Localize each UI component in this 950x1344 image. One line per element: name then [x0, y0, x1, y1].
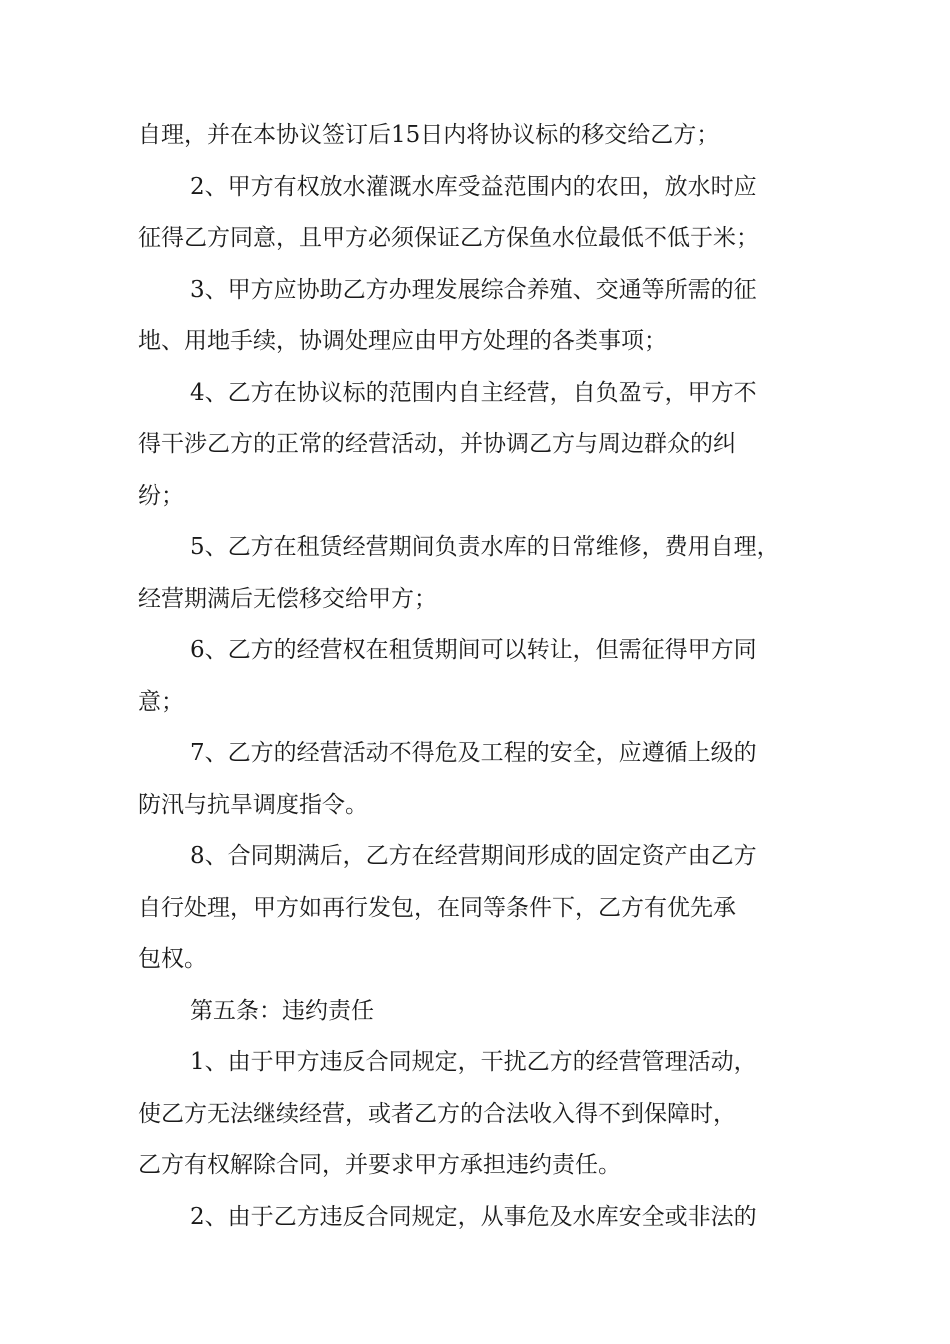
text-line: 得干涉乙方的正常的经营活动，并协调乙方与周边群众的纠 — [138, 431, 736, 457]
text-line: 8、合同期满后，乙方在经营期间形成的固定资产由乙方 — [190, 843, 757, 869]
text-line: 自行处理，甲方如再行发包，在同等条件下，乙方有优先承 — [138, 894, 736, 921]
text-line: 2、甲方有权放水灌溉水库受益范围内的农田，放水时应 — [190, 173, 757, 200]
text-line: 包权。 — [138, 946, 207, 972]
text-line: 6、乙方的经营权在租赁期间可以转让，但需征得甲方同 — [190, 637, 757, 663]
text-line: 5、乙方在租赁经营期间负责水库的日常维修，费用自理， — [190, 534, 780, 560]
text-line: 1、由于甲方违反合同规定，干扰乙方的经营管理活动， — [190, 1049, 757, 1075]
text-line: 经营期满后无偿移交给甲方； — [138, 585, 437, 612]
text-line: 使乙方无法继续经营，或者乙方的合法收入得不到保障时， — [138, 1100, 736, 1127]
text-line: 纷； — [138, 482, 184, 509]
text-line: 征得乙方同意，且甲方必须保证乙方保鱼水位最低不低于米； — [138, 225, 759, 251]
text-line: 意； — [138, 688, 184, 715]
text-line: 2、由于乙方违反合同规定，从事危及水库安全或非法的 — [190, 1203, 757, 1230]
text-line: 乙方有权解除合同，并要求甲方承担违约责任。 — [138, 1152, 621, 1178]
text-line: 4、乙方在协议标的范围内自主经营，自负盈亏，甲方不 — [190, 379, 757, 406]
document-body — [138, 110, 838, 1243]
text-line: 3、甲方应协助乙方办理发展综合养殖、交通等所需的征 — [190, 276, 757, 303]
text-line: 7、乙方的经营活动不得危及工程的安全，应遵循上级的 — [190, 740, 757, 766]
section-heading: 第五条：违约责任 — [190, 997, 374, 1024]
text-line: 自理，并在本协议签订后15日内将协议标的移交给乙方； — [138, 122, 720, 148]
text-line: 防汛与抗旱调度指令。 — [138, 791, 368, 818]
text-line: 地、用地手续，协调处理应由甲方处理的各类事项； — [138, 328, 667, 354]
